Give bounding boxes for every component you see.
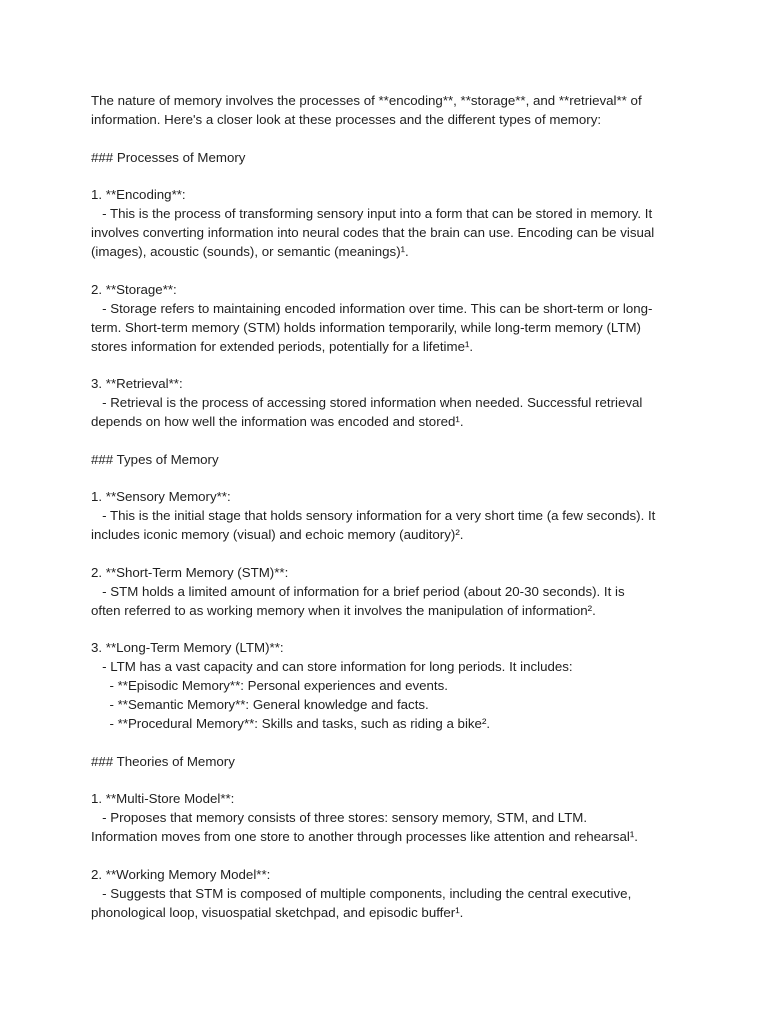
text-line: - Suggests that STM is composed of multiple components, including the central executive,: [91, 885, 632, 901]
text-line: includes iconic memory (visual) and echoic memory (auditory)².: [91, 527, 464, 542]
text-line: - STM holds a limited amount of information for a brief period (about 20-30 seconds). It is: [91, 583, 625, 599]
text-line: 1. **Sensory Memory**:: [91, 489, 231, 504]
text-line: (images), acoustic (sounds), or semantic (meanings)¹.: [91, 244, 409, 259]
blank-line: [91, 261, 691, 280]
text-line: involves converting information into neural codes that the brain can use. Encoding can be visual: [91, 225, 655, 240]
text-line: - Storage refers to maintaining encoded information over time. This can be short-term or long-: [91, 300, 653, 316]
text-line: depends on how well the information was encoded and stored¹.: [91, 414, 464, 429]
text-line: phonological loop, visuospatial sketchpad, and episodic buffer¹.: [91, 904, 464, 920]
document-body: [91, 91, 691, 922]
blank-line: [91, 620, 691, 639]
text-line: 3. **Retrieval**:: [91, 376, 183, 391]
blank-line: [91, 129, 691, 148]
blank-line: [91, 167, 691, 186]
text-line: often referred to as working memory when it involves the manipulation of information².: [91, 602, 596, 618]
text-line: - This is the process of transforming sensory input into a form that can be stored in memory. It: [91, 206, 653, 221]
text-line: 2. **Working Memory Model**:: [91, 866, 271, 882]
text-line: - This is the initial stage that holds sensory information for a very short time (a few seconds). It: [91, 508, 656, 523]
text-line: 2. **Storage**:: [91, 281, 177, 297]
text-line: - **Procedural Memory**: Skills and tasks, such as riding a bike².: [91, 716, 491, 731]
text-line: ### Types of Memory: [91, 451, 219, 467]
text-line: Information moves from one store to another through processes like attention and rehearsal¹.: [91, 829, 638, 844]
text-line: information. Here's a closer look at these processes and the different types of memory:: [91, 112, 602, 127]
text-line: - **Semantic Memory**: General knowledge and facts.: [91, 697, 429, 712]
text-line: ### Processes of Memory: [91, 149, 246, 165]
text-line: The nature of memory involves the processes of **encoding**, **storage**, and **retrieval** of: [91, 93, 642, 108]
blank-line: [91, 356, 691, 375]
text-line: 1. **Encoding**:: [91, 187, 186, 202]
text-line: - **Episodic Memory**: Personal experiences and events.: [91, 678, 448, 693]
blank-line: [91, 733, 691, 752]
text-line: - Proposes that memory consists of three stores: sensory memory, STM, and LTM.: [91, 810, 588, 825]
text-line: - LTM has a vast capacity and can store information for long periods. It includes:: [91, 659, 573, 674]
blank-line: [91, 771, 691, 790]
text-line: - Retrieval is the process of accessing stored information when needed. Successful retrieval: [91, 395, 643, 410]
text-line: 3. **Long-Term Memory (LTM)**:: [91, 640, 284, 655]
text-line: term. Short-term memory (STM) holds information temporarily, while long-term memory (LTM): [91, 319, 641, 335]
text-line: stores information for extended periods, potentially for a lifetime¹.: [91, 338, 474, 354]
blank-line: [91, 431, 691, 450]
blank-line: [91, 846, 691, 865]
text-line: 2. **Short-Term Memory (STM)**:: [91, 564, 289, 580]
text-line: ### Theories of Memory: [91, 753, 235, 769]
text-line: 1. **Multi-Store Model**:: [91, 791, 235, 806]
blank-line: [91, 544, 691, 563]
blank-line: [91, 469, 691, 488]
